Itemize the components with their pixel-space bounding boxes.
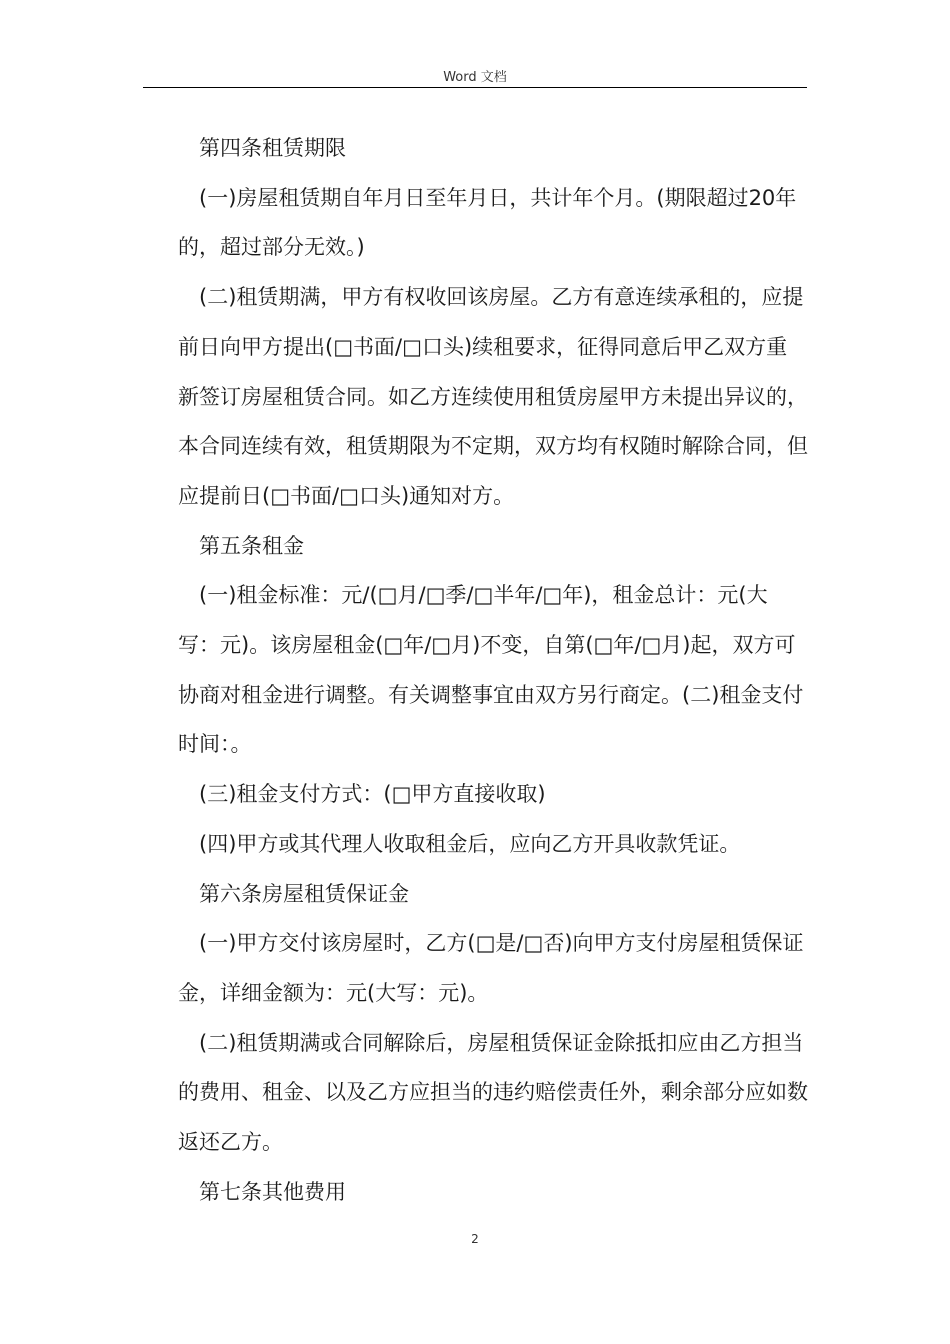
page-number: 2: [471, 1232, 479, 1246]
paragraph: (一)甲方交付该房屋时，乙方(□是/□否)向甲方支付房屋租赁保证金，详细金额为：元(大写：元)。: [178, 931, 804, 1005]
section-heading-6: 第六条房屋租赁保证金: [199, 881, 409, 906]
paragraph: (一)房屋租赁期自年月日至年月日，共计年个月。(期限超过20年的，超过部分无效。): [178, 185, 797, 260]
paragraph: (一)租金标准：元/(□月/□季/□半年/□年)，租金总计：元(大写：元)。该房屋租金(□年/□月)不变，自第(□年/□月)起，双方可协商对租金进行调整。有关调整事宜由双方另行商定。(二)租金支付时间：。: [178, 583, 804, 757]
section-heading-4: 第四条租赁期限: [199, 136, 346, 160]
paragraph: (二)租赁期满，甲方有权收回该房屋。乙方有意连续承租的，应提前日向甲方提出(□书面/□口头)续租要求，征得同意后甲乙双方重新签订房屋租赁合同。如乙方连续使用租赁房屋甲方未提出异议的，本合同连续有效，租赁期限为不定期，双方均有权随时解除合同，但应提前日(□书面/□口头)通知对方。: [178, 285, 808, 508]
document-body: [178, 124, 808, 1217]
section-heading-5: 第五条租金: [199, 533, 304, 558]
page-header: Word 文档: [443, 70, 507, 85]
paragraph: (四)甲方或其代理人收取租金后，应向乙方开具收款凭证。: [199, 831, 741, 856]
paragraph: (二)租赁期满或合同解除后，房屋租赁保证金除抵扣应由乙方担当的费用、租金、以及乙方应担当的违约赔偿责任外，剩余部分应如数返还乙方。: [178, 1030, 808, 1155]
section-heading-7: 第七条其他费用: [199, 1179, 346, 1204]
paragraph: (三)租金支付方式：(□甲方直接收取): [199, 782, 546, 807]
header-divider: [143, 87, 807, 88]
